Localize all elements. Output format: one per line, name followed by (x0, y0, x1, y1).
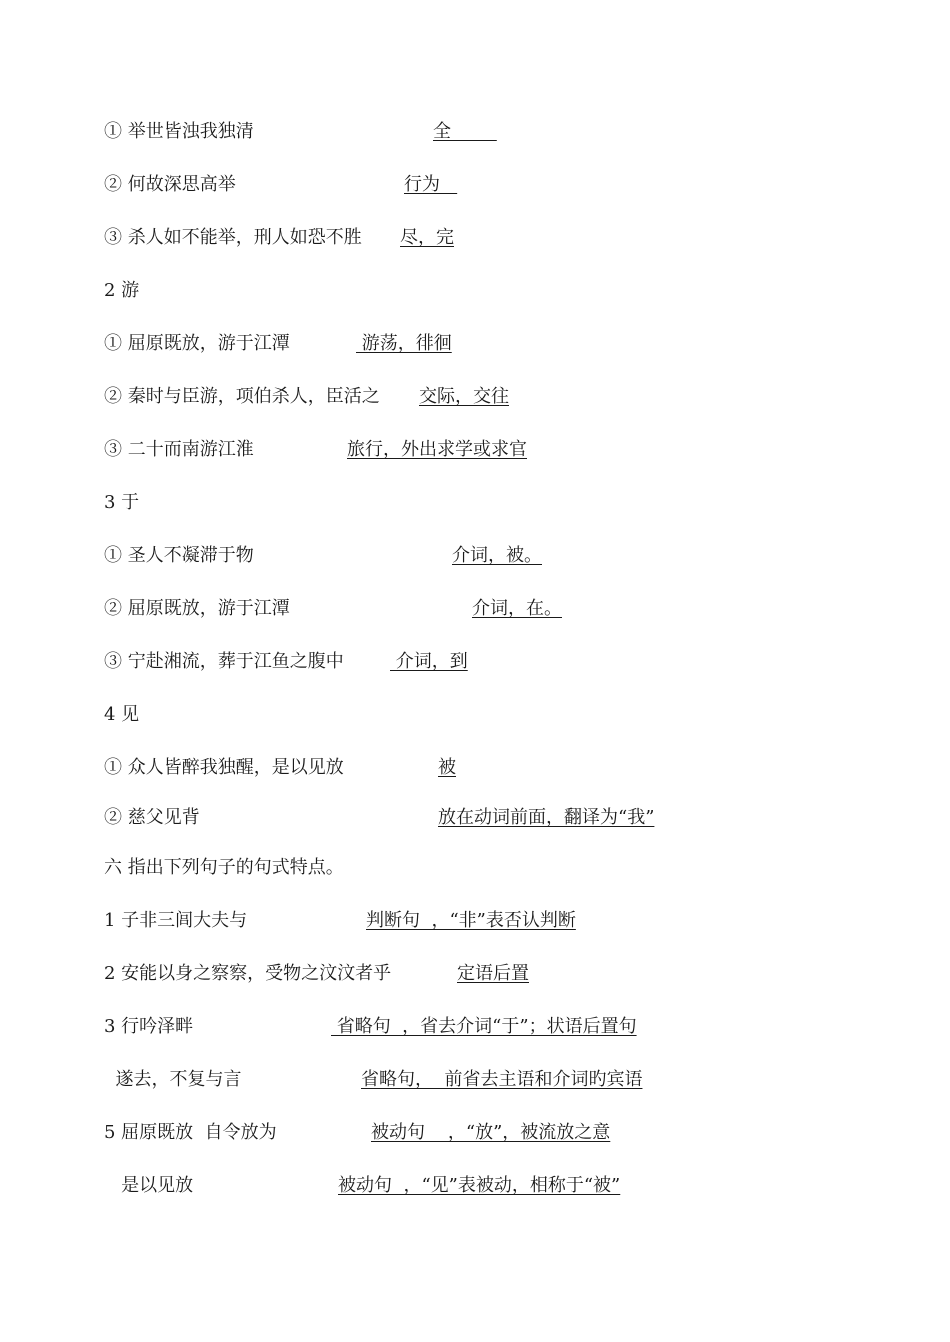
question-text: ① 举世皆浊我独清 (104, 121, 254, 142)
answer-text: 行为 (404, 174, 458, 195)
question-text: ② 何故深思高举 (104, 174, 236, 195)
question-text: ③ 宁赴湘流，葬于江鱼之腹中 (104, 651, 344, 672)
question-text: 2 安能以身之察察，受物之汶汶者乎 (104, 963, 392, 984)
section-heading (104, 702, 140, 728)
line-11 (104, 649, 468, 675)
heading-text: 4 见 (104, 704, 140, 725)
line-10 (104, 596, 562, 622)
line-7 (104, 437, 527, 463)
question-text: 1 子非三闾大夫与 (104, 910, 248, 931)
answer-text: 省略句， 前省去主语和介词旳宾语 (361, 1069, 643, 1090)
answer-text: 旅行，外出求学或求官 (347, 439, 527, 460)
answer-text: 介词，被。 (452, 545, 542, 566)
question-text: ① 圣人不凝滞于物 (104, 545, 254, 566)
question-text: ② 秦时与臣游，项伯杀人，臣活之 (104, 386, 380, 407)
question-text: 5 屈原既放 自令放为 (104, 1122, 277, 1143)
answer-text: 省略句 ，省去介词“于”；状语后置句 (331, 1016, 637, 1037)
line-9 (104, 543, 542, 569)
question-text: ② 慈父见背 (104, 807, 200, 828)
answer-text: 被 (438, 757, 456, 778)
answer-text: 介词，在。 (472, 598, 562, 619)
line-3 (104, 225, 454, 251)
line-20 (104, 1120, 611, 1146)
section-heading (104, 490, 140, 516)
answer-text: 被动句 ，“放”，被流放之意 (371, 1122, 611, 1143)
question-text: ① 屈原既放，游于江潭 (104, 333, 290, 354)
question-text: 遂去，不复与言 (104, 1069, 242, 1090)
answer-text: 尽，完 (400, 227, 454, 248)
line-19 (104, 1067, 643, 1093)
section-heading (104, 855, 344, 881)
line-16 (104, 908, 576, 934)
question-text: 3 行吟泽畔 (104, 1016, 194, 1037)
answer-text: 判断句 ，“非”表否认判断 (366, 910, 576, 931)
heading-text: 六 指出下列句子的句式特点。 (104, 857, 344, 878)
line-18 (104, 1014, 637, 1040)
line-1 (104, 119, 497, 145)
answer-text: 游荡，徘徊 (356, 333, 452, 354)
heading-text: 2 游 (104, 280, 140, 301)
answer-text: 被动句 ，“见”表被动，相称于“被” (338, 1175, 621, 1196)
question-text: ② 屈原既放，游于江潭 (104, 598, 290, 619)
answer-text: 定语后置 (457, 963, 529, 984)
section-heading (104, 278, 140, 304)
line-5 (104, 331, 452, 357)
question-text: ③ 杀人如不能举，刑人如恐不胜 (104, 227, 362, 248)
question-text: ③ 二十而南游江淮 (104, 439, 254, 460)
answer-text: 放在动词前面，翻译为“我” (438, 807, 655, 828)
answer-text: 全 (433, 121, 497, 142)
answer-text: 介词，到 (390, 651, 468, 672)
line-17 (104, 961, 529, 987)
line-6 (104, 384, 509, 410)
line-13 (104, 755, 456, 781)
question-text: 是以见放 (104, 1175, 194, 1196)
line-14 (104, 805, 655, 831)
question-text: ① 众人皆醉我独醒，是以见放 (104, 757, 344, 778)
line-2 (104, 172, 458, 198)
line-21 (104, 1173, 621, 1199)
answer-text: 交际，交往 (419, 386, 509, 407)
heading-text: 3 于 (104, 492, 140, 513)
